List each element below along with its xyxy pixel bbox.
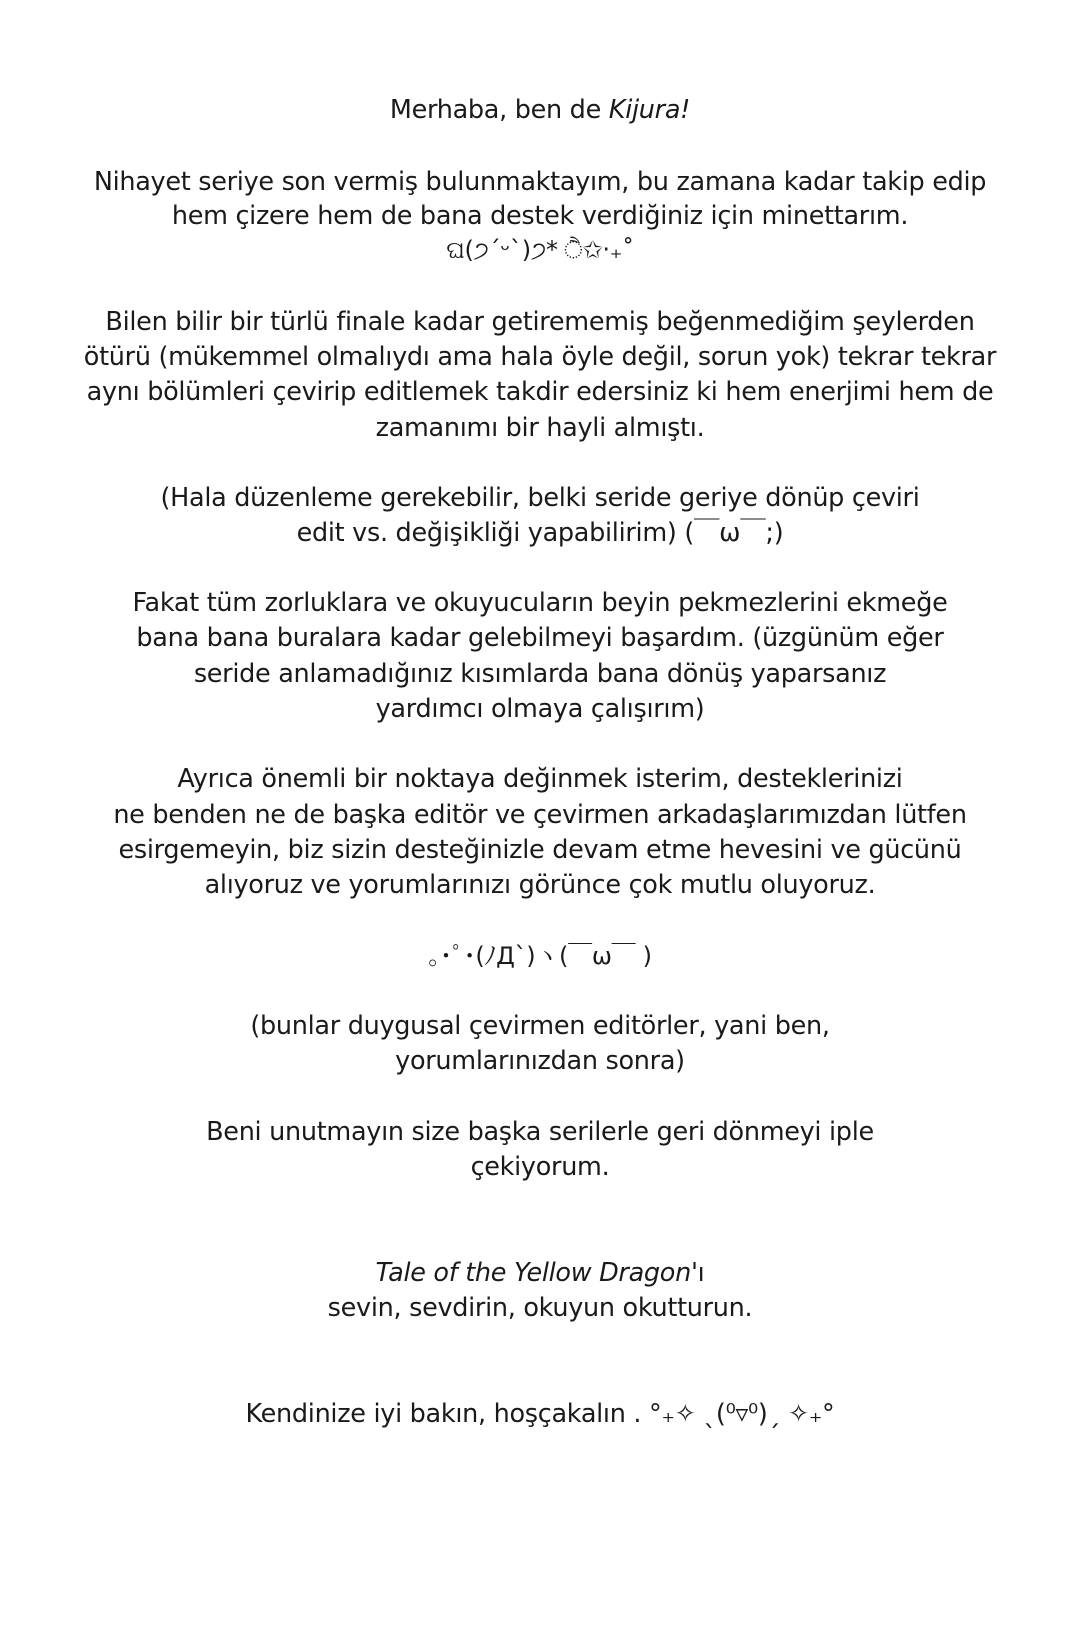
para7-line1: Beni unutmayın size başka serilerle geri dönmeyi iple bbox=[206, 1117, 874, 1147]
para5-line1: Ayrıca önemli bir noktaya değinmek isterim, desteklerinizi bbox=[177, 764, 903, 794]
para1-line2: hem çizere hem de bana destek verdiğiniz için minettarım. bbox=[171, 201, 909, 231]
para7-line2: çekiyorum. bbox=[470, 1152, 610, 1182]
para2-line3: aynı bölümleri çevirip editlemek takdir edersiniz ki hem enerjimi hem de bbox=[86, 377, 994, 407]
para4-line2: bana bana buralara kadar gelebilmeyi başardım. (üzgünüm eğer bbox=[136, 623, 944, 653]
greeting bbox=[0, 92, 1080, 128]
para4-line3: seride anlamadığınız kısımlarda bana dönüş yaparsanız bbox=[193, 659, 887, 689]
series-title-line bbox=[0, 1255, 1080, 1291]
para5-line3: esirgemeyin, biz sizin desteğinizle devam etme hevesini ve gücünü bbox=[118, 835, 962, 865]
para6-line2: yorumlarınızdan sonra) bbox=[395, 1046, 685, 1076]
para2-line2: ötürü (mükemmel olmalıydı ama hala öyle değil, sorun yok) tekrar tekrar bbox=[83, 342, 997, 372]
para6-line1: (bunlar duygusal çevirmen editörler, yani ben, bbox=[250, 1011, 830, 1041]
para3-line2: edit vs. değişikliği yapabilirim) (￣ω￣;) bbox=[296, 518, 784, 548]
para4-line4: yardımcı olmaya çalışırım) bbox=[375, 694, 705, 724]
farewell: Kendinize iyi bakın, hoşçakalın . °₊✧ ˎ(⁰▿⁰)ˏ ✧₊° bbox=[245, 1399, 835, 1429]
slogan: sevin, sevdirin, okuyun okutturun. bbox=[327, 1293, 753, 1323]
para3-line1: (Hala düzenleme gerekebilir, belki seride geriye dönüp çeviri bbox=[160, 483, 920, 513]
series-title: Tale of the Yellow Dragon bbox=[375, 1258, 691, 1288]
kaomoji-cheer: ଘ(੭ˊᵕˋ)੭* ੈ✩‧₊˚ bbox=[446, 236, 634, 264]
series-title-suffix: 'ı bbox=[690, 1258, 705, 1288]
para4-line1: Fakat tüm zorluklara ve okuyucuların beyin pekmezlerini ekmeğe bbox=[132, 588, 948, 618]
translator-name: Kijura! bbox=[608, 95, 691, 125]
para2-line1: Bilen bilir bir türlü finale kadar getirememiş beğenmediğim şeylerden bbox=[105, 307, 975, 337]
greeting-prefix: Merhaba, ben de bbox=[389, 95, 609, 125]
para1-line1: Nihayet seriye son vermiş bulunmaktayım, bu zamana kadar takip edip bbox=[93, 167, 987, 197]
para2-line4: zamanımı bir hayli almıştı. bbox=[375, 413, 705, 443]
kaomoji-crying: ｡･ﾟ･(ﾉД`)ヽ(￣ω￣ ) bbox=[428, 942, 652, 970]
para5-line4: alıyoruz ve yorumlarınızı görünce çok mutlu oluyoruz. bbox=[204, 870, 876, 900]
para5-line2: ne benden ne de başka editör ve çevirmen arkadaşlarımızdan lütfen bbox=[113, 800, 967, 830]
